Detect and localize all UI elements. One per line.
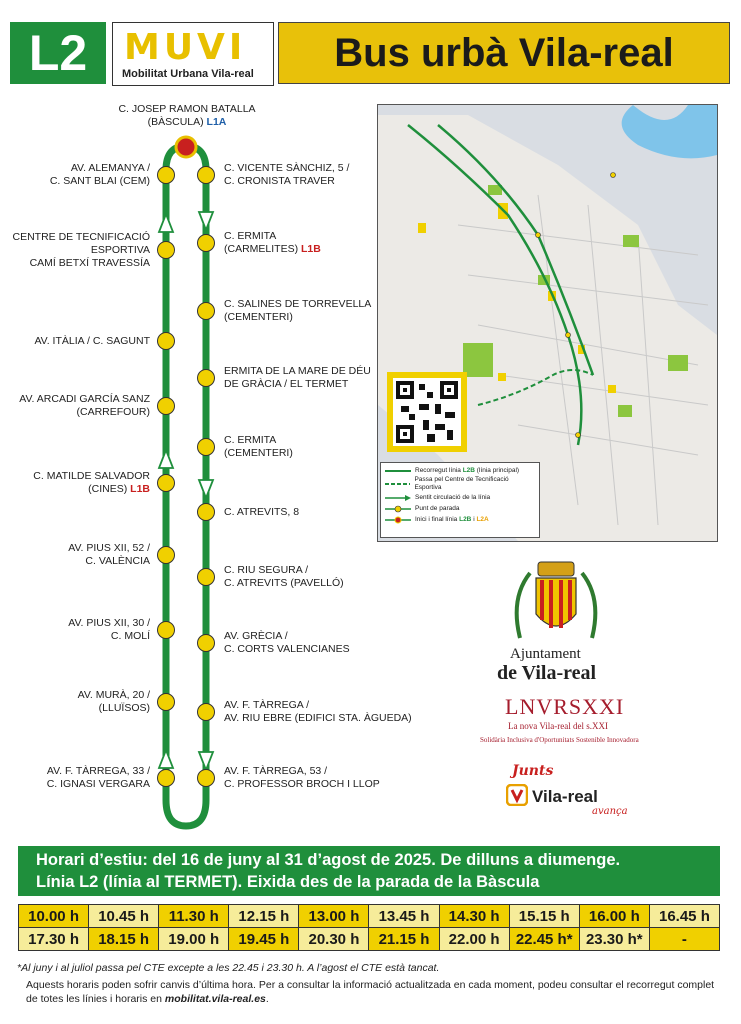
schedule-time: 22.45 h* [509, 928, 579, 951]
schedule-time: 14.30 h [439, 905, 509, 928]
stop-dot-icon [197, 769, 215, 787]
stop-label: AV. PIUS XII, 30 / C. MOLÍ [68, 617, 150, 642]
legend-direction: Sentit circulació de la línia [385, 492, 535, 503]
schedule-footnote: *Al juny i al juliol passa pel CTE excepte a les 22.45 i 23.30 h. A l’agost el CTE està tancat. [17, 962, 440, 974]
line-tag: L1B [130, 483, 150, 495]
avanca-label: avança [592, 806, 628, 817]
stop-label: C. RIU SEGURA / C. ATREVITS (PAVELLÓ) [224, 564, 344, 589]
stop-label: C. VICENTE SÀNCHIZ, 5 / C. CRONISTA TRAVER [224, 162, 350, 187]
vila-real-logo-icon [506, 784, 528, 806]
stop-dot-icon [197, 438, 215, 456]
stop-dot-icon [197, 503, 215, 521]
table-row [19, 905, 720, 928]
stop-label: AV. ITÀLIA / C. SAGUNT [34, 334, 150, 347]
lnvrsxxi-logo: LNVRSXXI [505, 694, 625, 719]
stop-label: AV. PIUS XII, 52 / C. VALÈNCIA [68, 542, 150, 567]
schedule-time: 15.15 h [509, 905, 579, 928]
stop-label: C. ERMITA (CARMELITES) L1B [224, 230, 321, 255]
junts-label: Junts [512, 763, 554, 779]
top-stop-label: C. JOSEP RAMON BATALLA (BÀSCULA) L1A [118, 103, 256, 128]
stop-label: AV. F. TÀRREGA, 53 / C. PROFESSOR BROCH I LLOP [224, 765, 380, 790]
lnvrsxxi-subtitle: La nova Vila-real del s.XXI [508, 721, 609, 731]
schedule-time: 10.45 h [89, 905, 159, 928]
arrow-up-icon [159, 214, 173, 232]
legend-cte: Passa pel Centre de Tecnificació Esportiva [414, 476, 509, 491]
legend-route: Recorregut línia L2B (línia principal) [415, 466, 520, 474]
stop-dot-icon [157, 166, 175, 184]
stop-dot-icon [157, 397, 175, 415]
lnvrsxxi-values: Solidària Inclusiva d'Oportunitats Sostenible Innovadora [480, 736, 639, 744]
stop-dot-icon [197, 568, 215, 586]
schedule-time: 16.45 h [649, 905, 719, 928]
legend-stop: Punt de parada [385, 503, 535, 514]
stop-label: AV. GRÈCIA / C. CORTS VALENCIANES [224, 630, 350, 655]
stop-dot-icon [157, 241, 175, 259]
stop-dot-icon [197, 302, 215, 320]
muvi-subtitle: Mobilitat Urbana Vila-real [122, 68, 254, 80]
table-row [19, 928, 720, 951]
arrow-up-icon [159, 450, 173, 468]
legend-start: Inici i final línia L2B i L2A [385, 514, 535, 525]
page-title: Bus urbà Vila-real [278, 22, 730, 84]
schedule-info: Aquests horaris poden sofrir canvis d’última hora. Per a consultar la informació actualitzada en cada moment, podeu consultar el recorregut complet de totes les línies i horaris en mobilitat.vila-real.es. [26, 979, 715, 1005]
arrow-down-icon [199, 752, 213, 770]
schedule-time: 10.00 h [19, 905, 89, 928]
stop-dot-icon [157, 769, 175, 787]
schedule-time: 22.00 h [439, 928, 509, 951]
qr-code[interactable] [387, 372, 467, 452]
stop-label: AV. ALEMANYA / C. SANT BLAI (CEM) [49, 162, 150, 187]
stop-label: AV. F. TÀRREGA / AV. RIU EBRE (EDIFICI STA. ÀGUEDA) [224, 699, 412, 724]
arrow-up-icon [159, 750, 173, 768]
schedule-time: 20.30 h [299, 928, 369, 951]
stop-dot-icon [157, 332, 175, 350]
schedule-time: 12.15 h [229, 905, 299, 928]
schedule-time: 19.00 h [159, 928, 229, 951]
schedule-time: 19.45 h [229, 928, 299, 951]
line-badge: L2 [10, 22, 106, 84]
stop-label: ERMITA DE LA MARE DE DÉU DE GRÀCIA / EL TERMET [224, 365, 371, 390]
info-link[interactable]: mobilitat.vila-real.es [164, 993, 266, 1005]
stop-label: C. ERMITA (CEMENTERI) [224, 434, 293, 459]
ajuntament-label: Ajuntament [510, 646, 581, 662]
stop-dot-icon [157, 621, 175, 639]
vila-real-label: Vila-real [532, 787, 598, 806]
schedule-table [18, 904, 720, 951]
stop-label: C. ATREVITS, 8 [224, 505, 300, 518]
stop-dot-icon [157, 546, 175, 564]
arrow-down-icon [199, 212, 213, 230]
arrow-down-icon [199, 480, 213, 498]
stop-label: AV. F. TÀRREGA, 33 / C. IGNASI VERGARA [46, 765, 150, 790]
schedule-time: 13.00 h [299, 905, 369, 928]
stop-label: AV. ARCADI GARCÍA SANZ (CARREFOUR) [19, 393, 150, 418]
qr-code-icon [387, 372, 467, 452]
schedule-time: 17.30 h [19, 928, 89, 951]
muvi-logo: MUVI [124, 27, 247, 68]
start-stop-icon [176, 137, 196, 157]
schedule-time: 13.45 h [369, 905, 439, 928]
schedule-time: 11.30 h [159, 905, 229, 928]
stop-dot-icon [197, 166, 215, 184]
schedule-time: 16.00 h [579, 905, 649, 928]
stop-label: C. MATILDE SALVADOR (CINES) L1B [33, 470, 150, 495]
map-legend [380, 462, 540, 538]
stop-dot-icon [197, 634, 215, 652]
stop-label: C. SALINES DE TORREVELLA (CEMENTERI) [224, 298, 372, 323]
stop-dot-icon [157, 693, 175, 711]
stop-label: AV. MURÀ, 20 / (LLUÏSOS) [77, 689, 150, 714]
schedule-time: 21.15 h [369, 928, 439, 951]
stop-dot-icon [197, 234, 215, 252]
schedule-time: - [649, 928, 719, 951]
schedule-time: 18.15 h [89, 928, 159, 951]
coat-of-arms-icon [510, 558, 602, 646]
line-tag: L1B [301, 243, 321, 255]
schedule-heading: Horari d’estiu: del 16 de juny al 31 d’agost de 2025. De dilluns a diumenge. Línia L2 (línia al TERMET). Eixida des de la parada de la Bàscula [18, 846, 720, 896]
schedule-time: 23.30 h* [579, 928, 649, 951]
stop-dot-icon [197, 369, 215, 387]
stop-label: CENTRE DE TECNIFICACIÓ ESPORTIVA CAMÍ BETXÍ TRAVESSÍA [12, 230, 150, 269]
stop-dot-icon [197, 703, 215, 721]
ajuntament-name: de Vila-real [497, 662, 597, 684]
stop-dot-icon [157, 474, 175, 492]
